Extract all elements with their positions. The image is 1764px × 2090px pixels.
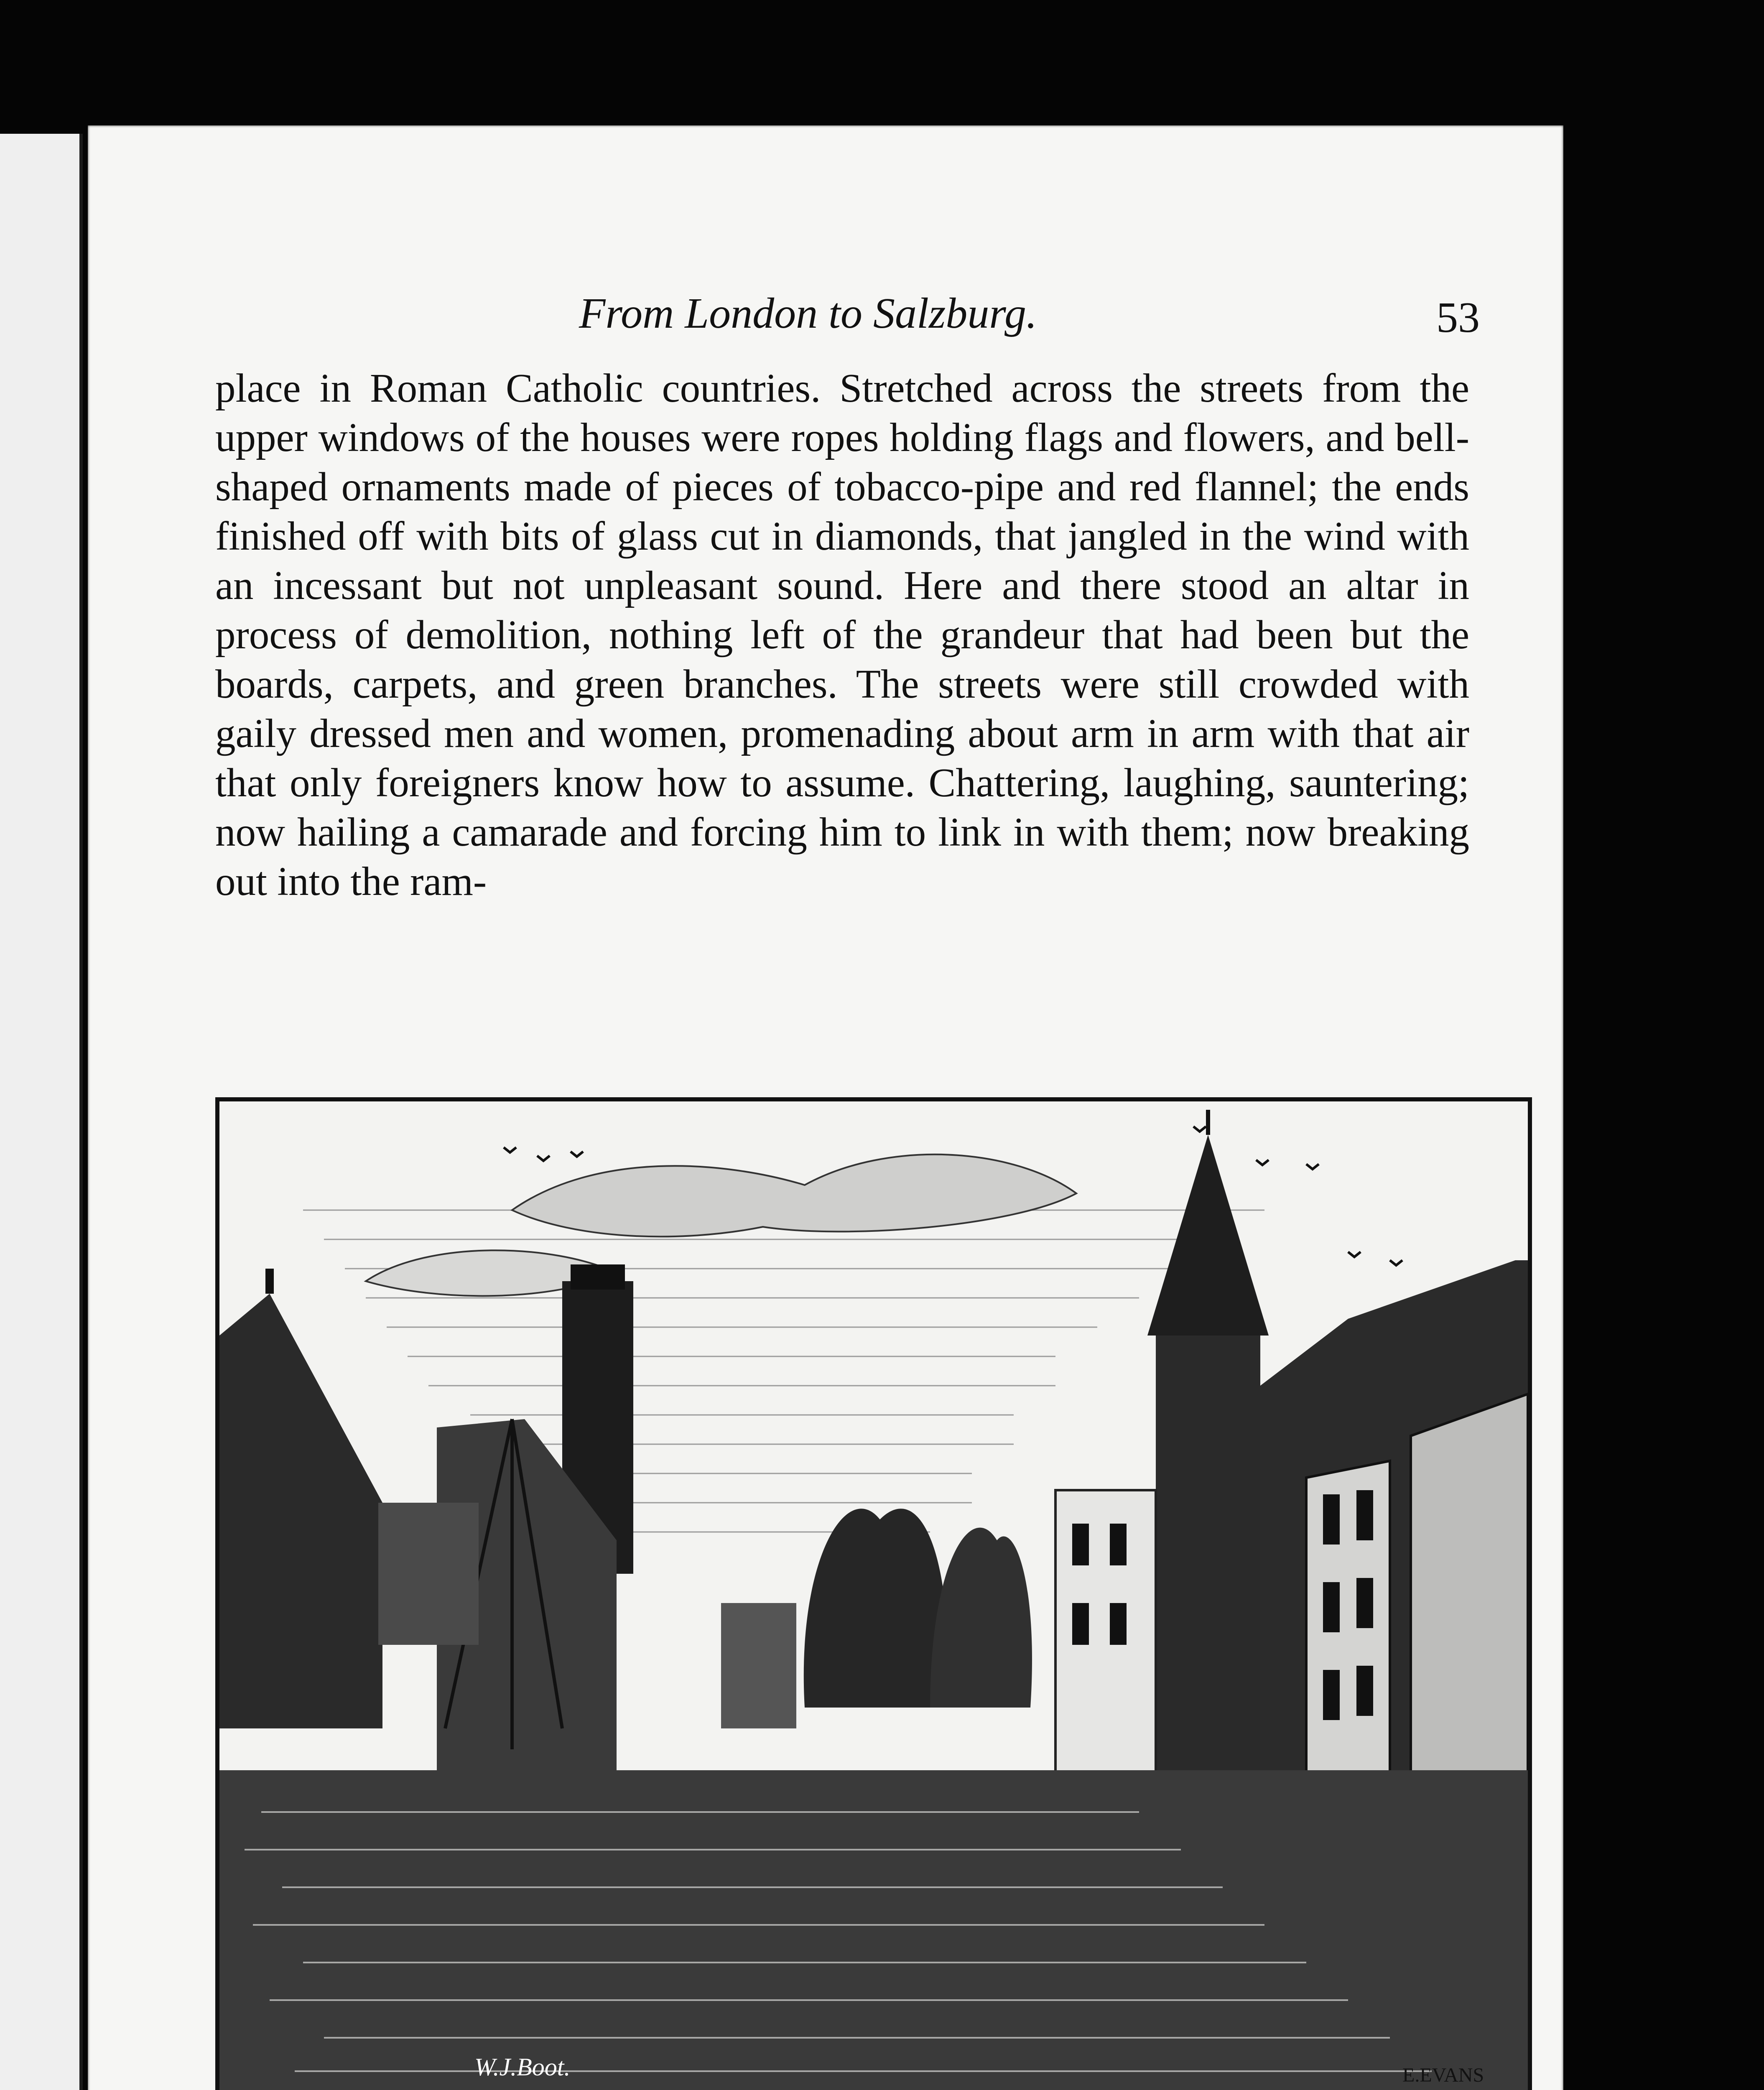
engraver-signature-left: W.J.Boot. bbox=[474, 2053, 571, 2081]
engraver-signature-right: E.EVANS bbox=[1402, 2064, 1484, 2086]
book-page bbox=[88, 125, 1563, 2090]
paragraph: place in Roman Catholic countries. Stretched across the streets from the upper windows of the houses were ropes holding flags and flowers, and bell-shaped ornaments made of pieces of tobacco-pipe and red flannel; the ends finished off with bits of glass cut in diamonds, that jangled in the wind with an incessant but not unpleasant sound. Here and there stood an altar in process of demolition, nothing left of the grandeur that had been but the boards, carpets, and green branches. The streets were still crowded with gaily dressed men and women, promenading about arm in arm with that air that only foreigners know how to assume. Chattering, laughing, sauntering; now hailing a camarade and forcing him to link in with them; now breaking out into the ram- bbox=[215, 366, 1469, 904]
page-header bbox=[88, 288, 1563, 351]
text-before-figure bbox=[215, 364, 1469, 906]
page-number: 53 bbox=[1436, 293, 1480, 342]
running-title: From London to Salzburg. bbox=[579, 289, 1037, 337]
previous-page-edge bbox=[0, 134, 83, 2090]
engraving bbox=[219, 1101, 1528, 2090]
illustration-bruges-canal bbox=[215, 1097, 1532, 2090]
